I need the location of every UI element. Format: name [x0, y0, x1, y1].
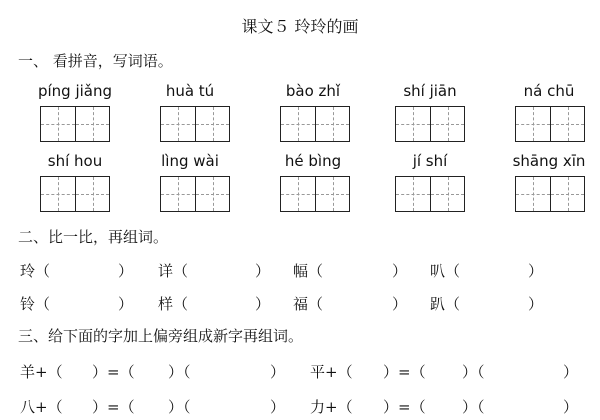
radical-eq: ）=（ [383, 398, 426, 416]
pinyin-2-3: hé bìng [284, 152, 342, 170]
section3-heading: 三、给下面的字加上偏旁组成新字再组词。 [18, 327, 304, 345]
section2-heading: 二、比一比，再组词。 [18, 228, 169, 246]
radical-word: ）（ [462, 363, 485, 381]
compare-close: ） [528, 295, 544, 313]
compare-close: ） [255, 262, 271, 280]
compare-item: 福（ [293, 295, 324, 313]
radical-close: ） [270, 398, 286, 416]
compare-item: 幅（ [293, 262, 324, 280]
radical-word: ）（ [168, 363, 191, 381]
writing-box[interactable] [280, 106, 350, 142]
compare-close: ） [255, 295, 271, 313]
radical-close: ） [270, 363, 286, 381]
compare-item: 样（ [158, 295, 189, 313]
pinyin-1-5: ná chū [523, 82, 575, 100]
writing-box[interactable] [160, 106, 230, 142]
radical-item: 力+（ [310, 398, 353, 416]
radical-word: ）（ [168, 398, 191, 416]
writing-box[interactable] [280, 176, 350, 212]
radical-item: 羊+（ [20, 363, 63, 381]
compare-close: ） [118, 262, 134, 280]
pinyin-1-3: bào zhǐ [285, 82, 341, 100]
radical-item: 八+（ [20, 398, 63, 416]
pinyin-2-4: jí shí [412, 152, 448, 170]
compare-item: 趴（ [430, 295, 461, 313]
radical-word: ）（ [462, 398, 485, 416]
radical-eq: ）=（ [92, 398, 135, 416]
writing-box[interactable] [515, 176, 585, 212]
compare-item: 详（ [158, 262, 189, 280]
pinyin-2-5: shāng xīn [512, 152, 586, 170]
pinyin-2-1: shí hou [47, 152, 103, 170]
compare-close: ） [118, 295, 134, 313]
compare-item: 叭（ [430, 262, 461, 280]
writing-box[interactable] [515, 106, 585, 142]
compare-close: ） [392, 295, 408, 313]
pinyin-1-4: shí jiān [403, 82, 457, 100]
pinyin-1-1: píng jiǎng [37, 82, 113, 100]
writing-box[interactable] [395, 106, 465, 142]
compare-item: 玲（ [20, 262, 51, 280]
radical-close: ） [563, 363, 579, 381]
compare-close: ） [392, 262, 408, 280]
radical-close: ） [563, 398, 579, 416]
writing-box[interactable] [40, 106, 110, 142]
writing-box[interactable] [160, 176, 230, 212]
section1-heading: 一、 看拼音，写词语。 [18, 52, 173, 70]
writing-box[interactable] [395, 176, 465, 212]
radical-eq: ）=（ [92, 363, 135, 381]
pinyin-2-2: lìng wài [161, 152, 219, 170]
writing-box[interactable] [40, 176, 110, 212]
pinyin-1-2: huà tú [165, 82, 215, 100]
radical-eq: ）=（ [383, 363, 426, 381]
compare-item: 铃（ [20, 295, 51, 313]
compare-close: ） [528, 262, 544, 280]
radical-item: 平+（ [310, 363, 353, 381]
page-title: 课文５ 玲玲的画 [241, 17, 359, 36]
